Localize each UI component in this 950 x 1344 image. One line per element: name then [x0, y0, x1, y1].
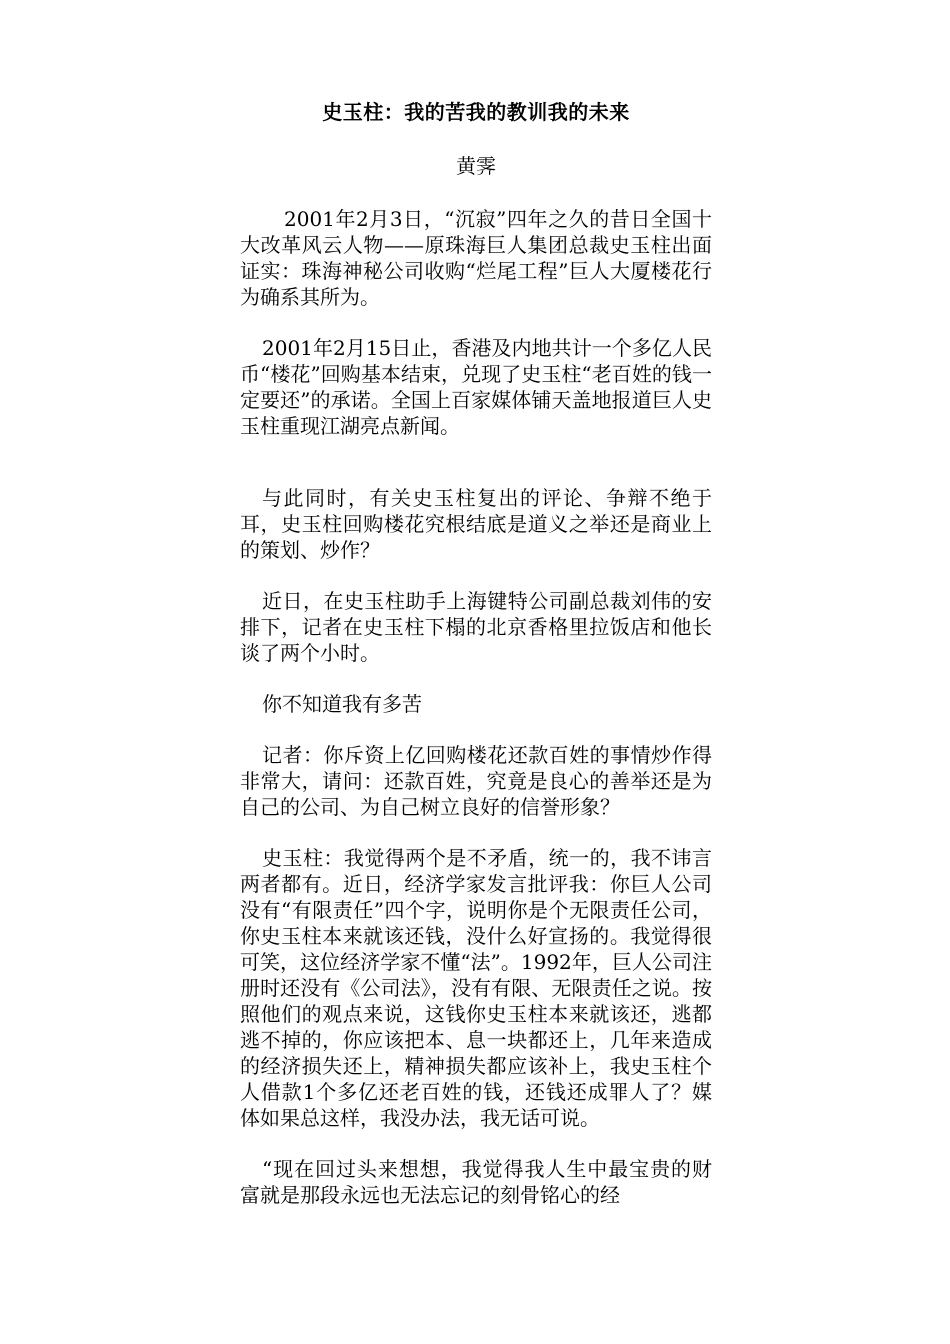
paragraph: “现在回过头来想想，我觉得我人生中最宝贵的财富就是那段永远也无法忘记的刻骨铭心的经 [240, 1157, 712, 1207]
paragraph: 记者：你斥资上亿回购楼花还款百姓的事情炒作得非常大，请问：还款百姓，究竟是良心的善举还是为自己的公司、为自己树立良好的信誉形象？ [240, 743, 712, 819]
paragraph: 近日，在史玉柱助手上海键特公司副总裁刘伟的安排下，记者在史玉柱下榻的北京香格里拉饭店和他长谈了两个小时。 [240, 589, 712, 665]
section-heading: 你不知道我有多苦 [262, 692, 422, 716]
paragraph: 2001年2月15日止，香港及内地共计一个多亿人民币“楼花”回购基本结束，兑现了史玉柱“老百姓的钱一定要还”的承诺。全国上百家媒体铺天盖地报道巨人史玉柱重现江湖亮点新闻。 [240, 336, 712, 438]
paragraph: 2001年2月3日，“沉寂”四年之久的昔日全国十大改革风云人物——原珠海巨人集团总裁史玉柱出面证实：珠海神秘公司收购“烂尾工程”巨人大厦楼花行为确系其所为。 [240, 207, 712, 309]
article-title: 史玉柱：我的苦我的教训我的未来 [322, 100, 630, 124]
article-author: 黄霁 [456, 154, 496, 178]
paragraph: 史玉柱：我觉得两个是不矛盾，统一的，我不讳言两者都有。近日，经济学家发言批评我：你巨人公司没有“有限责任”四个字，说明你是个无限责任公司，你史玉柱本来就该还钱，没什么好宣扬的。我觉得很可笑，这位经济学家不懂“法”。1992年，巨人公司注册时还没有《公司法》，没有有限、无限责任之说。按照他们的观点来说，这钱你史玉柱本来就该还，逃都逃不掉的，你应该把本、息一块都还上，几年来造成的经济损失还上，精神损失都应该补上，我史玉柱个人借款1个多亿还老百姓的钱，还钱还成罪人了？媒体如果总这样，我没办法，我无话可说。 [240, 846, 712, 1130]
document-body [240, 98, 712, 1233]
paragraph: 与此同时，有关史玉柱复出的评论、争辩不绝于耳，史玉柱回购楼花究根结底是道义之举还是商业上的策划、炒作？ [240, 486, 712, 562]
